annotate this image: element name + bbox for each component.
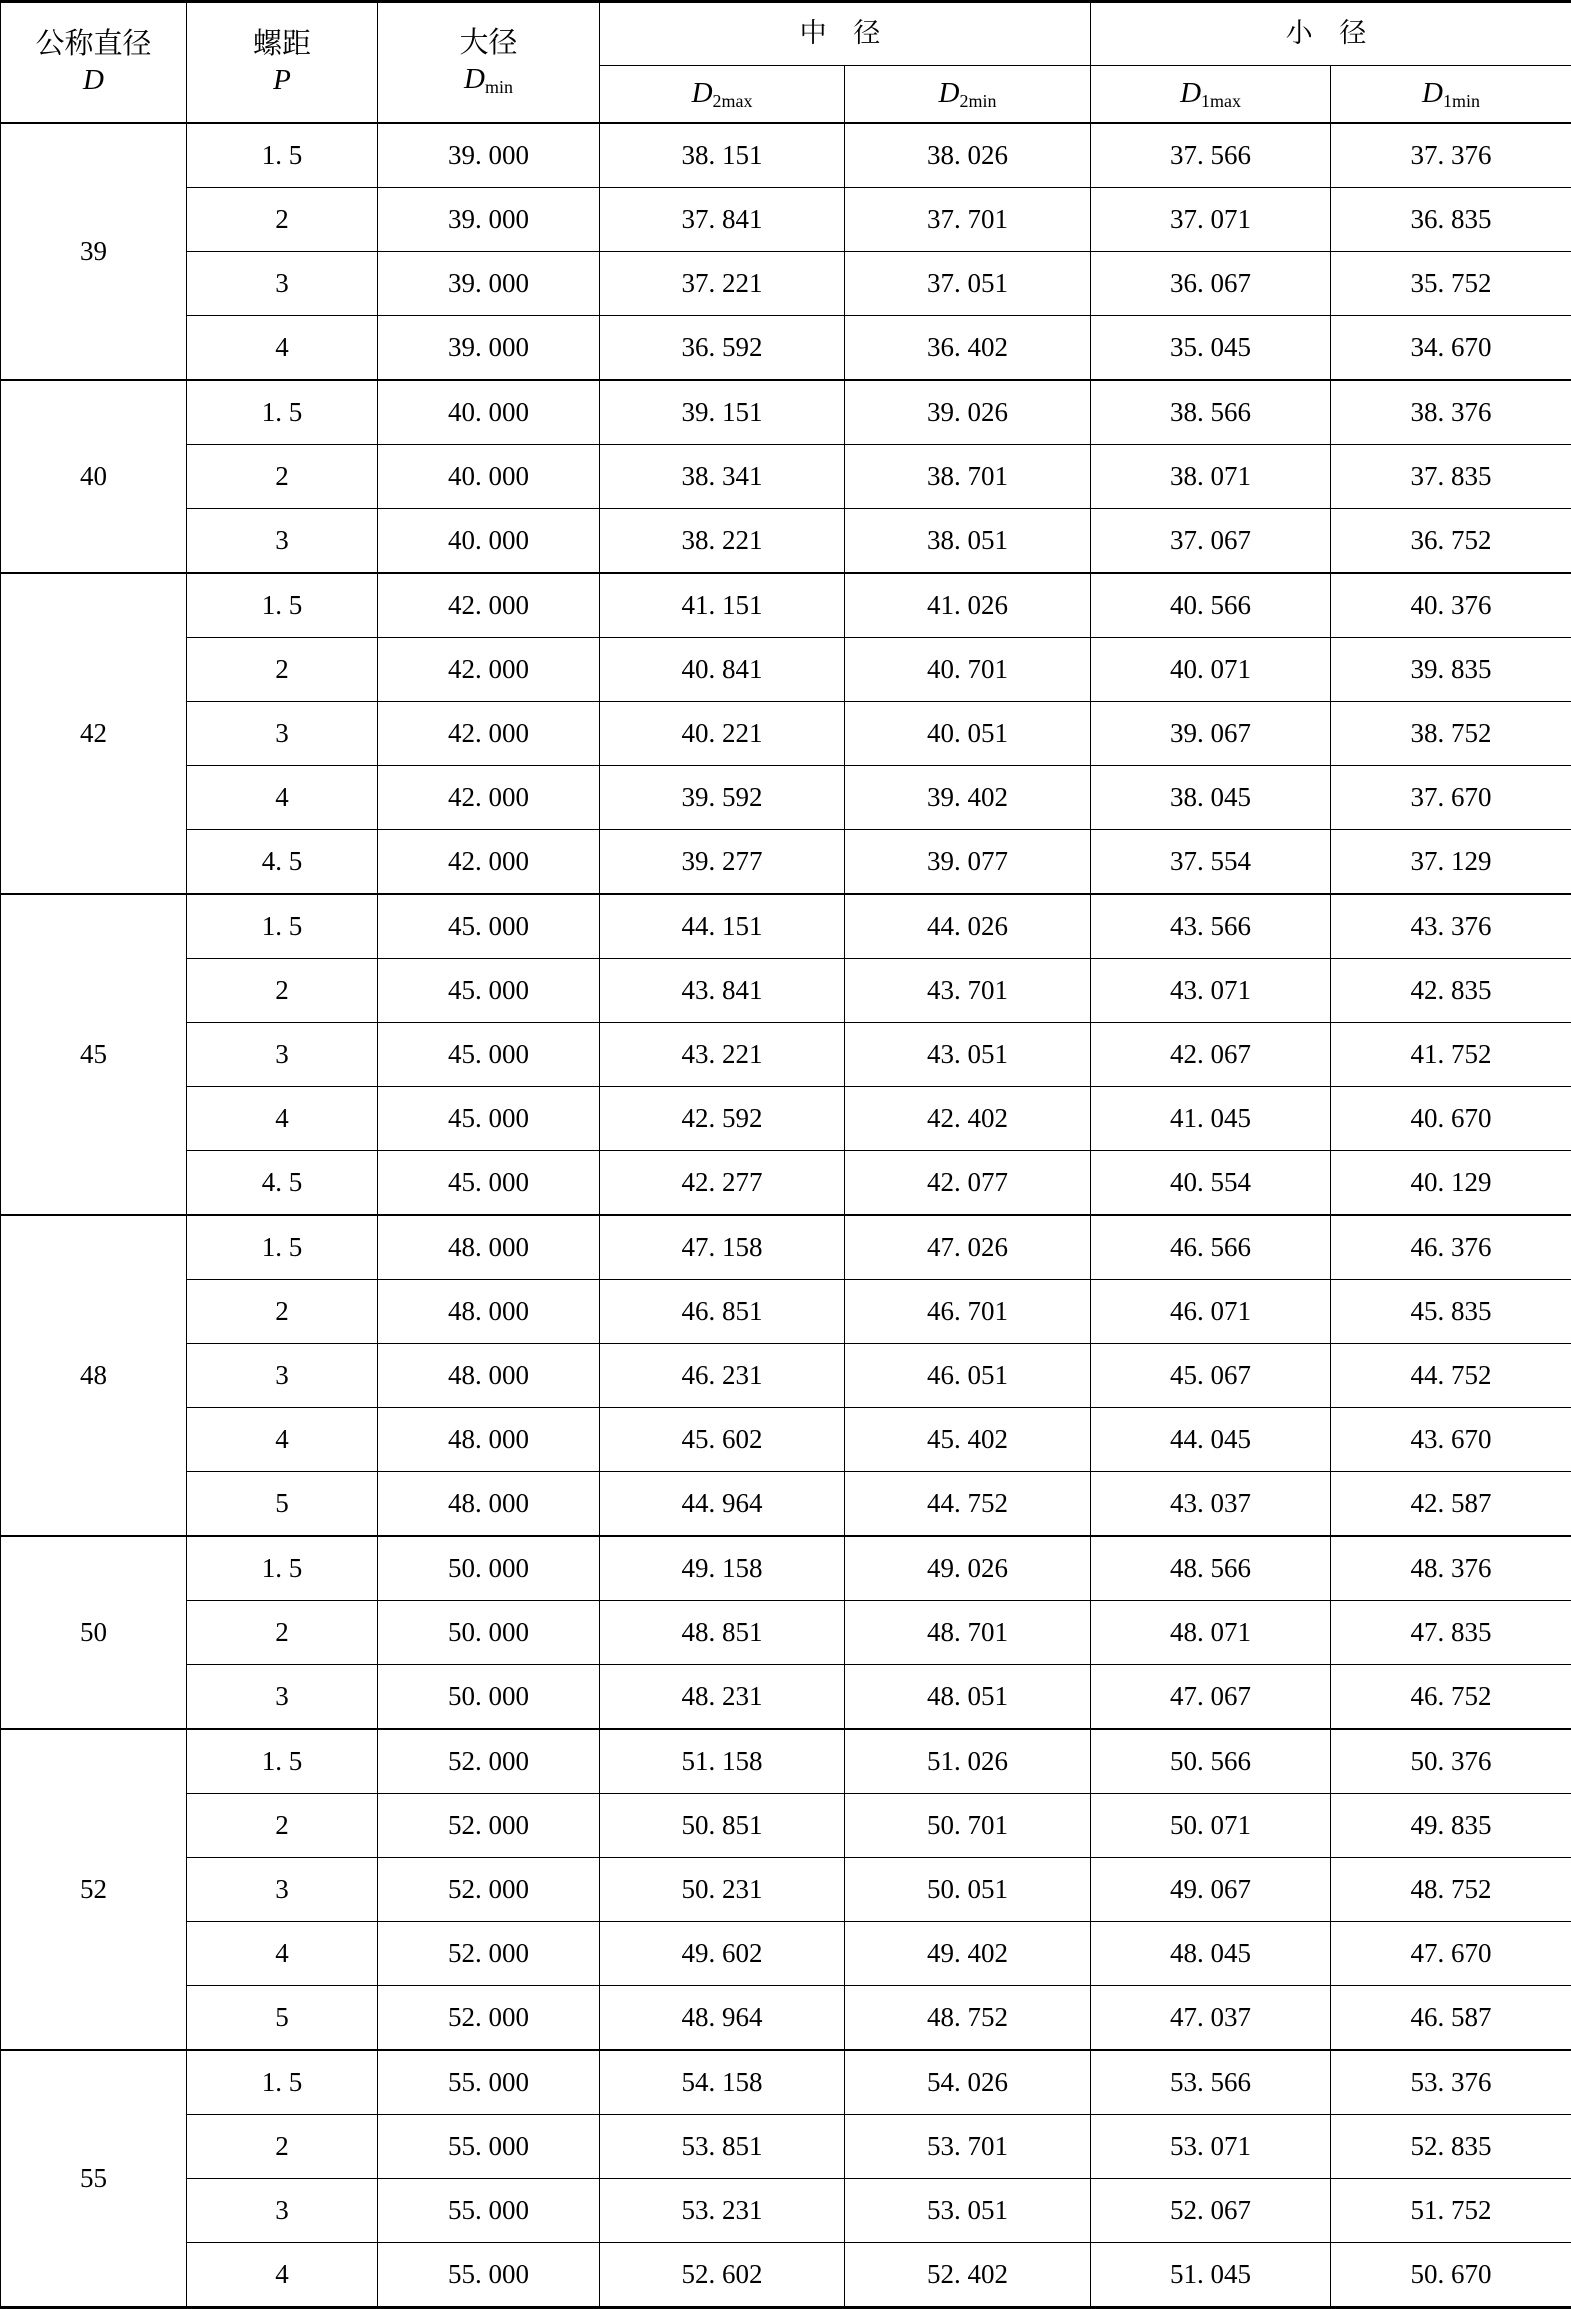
major-diameter-min-cell: 42. 000 bbox=[378, 573, 600, 638]
table-row bbox=[1, 1280, 1571, 1344]
major-diameter-min-cell: 42. 000 bbox=[378, 702, 600, 766]
major-diameter-min-cell: 45. 000 bbox=[378, 894, 600, 959]
pitch-diameter-max-cell: 49. 602 bbox=[600, 1922, 845, 1986]
major-diameter-min-cell: 45. 000 bbox=[378, 1151, 600, 1216]
minor-diameter-max-cell: 38. 045 bbox=[1091, 766, 1331, 830]
nominal-diameter-cell: 45 bbox=[1, 894, 187, 1215]
table-row bbox=[1, 766, 1571, 830]
pitch-diameter-min-cell: 39. 026 bbox=[845, 380, 1091, 445]
table-row bbox=[1, 573, 1571, 638]
pitch-diameter-min-cell: 38. 701 bbox=[845, 445, 1091, 509]
table-row bbox=[1, 1729, 1571, 1794]
minor-diameter-max-cell: 40. 071 bbox=[1091, 638, 1331, 702]
pitch-diameter-min-cell: 48. 752 bbox=[845, 1986, 1091, 2051]
minor-diameter-max-cell: 37. 071 bbox=[1091, 188, 1331, 252]
table-row bbox=[1, 959, 1571, 1023]
pitch-cell: 1. 5 bbox=[187, 1729, 378, 1794]
major-diameter-min-cell: 48. 000 bbox=[378, 1215, 600, 1280]
pitch-diameter-min-cell: 43. 701 bbox=[845, 959, 1091, 1023]
major-diameter-min-cell: 39. 000 bbox=[378, 252, 600, 316]
pitch-cell: 3 bbox=[187, 509, 378, 574]
header-d2max: $D_{2max}$ bbox=[600, 66, 845, 124]
pitch-diameter-min-cell: 51. 026 bbox=[845, 1729, 1091, 1794]
minor-diameter-max-cell: 40. 554 bbox=[1091, 1151, 1331, 1216]
pitch-diameter-max-cell: 38. 151 bbox=[600, 123, 845, 188]
table-row bbox=[1, 1344, 1571, 1408]
pitch-cell: 3 bbox=[187, 252, 378, 316]
minor-diameter-min-cell: 49. 835 bbox=[1331, 1794, 1571, 1858]
pitch-cell: 2 bbox=[187, 445, 378, 509]
pitch-cell: 4. 5 bbox=[187, 1151, 378, 1216]
table-row bbox=[1, 638, 1571, 702]
pitch-diameter-min-cell: 40. 051 bbox=[845, 702, 1091, 766]
minor-diameter-min-cell: 40. 376 bbox=[1331, 573, 1571, 638]
table-row bbox=[1, 316, 1571, 381]
pitch-cell: 2 bbox=[187, 1280, 378, 1344]
nominal-diameter-cell: 52 bbox=[1, 1729, 187, 2050]
pitch-diameter-min-cell: 36. 402 bbox=[845, 316, 1091, 381]
minor-diameter-min-cell: 41. 752 bbox=[1331, 1023, 1571, 1087]
major-diameter-min-cell: 52. 000 bbox=[378, 1858, 600, 1922]
pitch-cell: 4. 5 bbox=[187, 830, 378, 895]
table-row bbox=[1, 1151, 1571, 1216]
nominal-diameter-cell: 39 bbox=[1, 123, 187, 380]
minor-diameter-max-cell: 39. 067 bbox=[1091, 702, 1331, 766]
pitch-diameter-min-cell: 38. 051 bbox=[845, 509, 1091, 574]
pitch-diameter-min-cell: 49. 402 bbox=[845, 1922, 1091, 1986]
nominal-diameter-cell: 40 bbox=[1, 380, 187, 573]
table-row bbox=[1, 509, 1571, 574]
header-d1max: $D_{1max}$ bbox=[1091, 66, 1331, 124]
table-row bbox=[1, 894, 1571, 959]
table-row bbox=[1, 2050, 1571, 2115]
pitch-cell: 3 bbox=[187, 1858, 378, 1922]
pitch-diameter-max-cell: 42. 277 bbox=[600, 1151, 845, 1216]
pitch-diameter-min-cell: 53. 701 bbox=[845, 2115, 1091, 2179]
pitch-diameter-max-cell: 53. 851 bbox=[600, 2115, 845, 2179]
table-row bbox=[1, 1986, 1571, 2051]
table-row bbox=[1, 188, 1571, 252]
pitch-diameter-min-cell: 41. 026 bbox=[845, 573, 1091, 638]
minor-diameter-max-cell: 48. 071 bbox=[1091, 1601, 1331, 1665]
table-row bbox=[1, 2243, 1571, 2308]
minor-diameter-min-cell: 37. 129 bbox=[1331, 830, 1571, 895]
nominal-diameter-cell: 48 bbox=[1, 1215, 187, 1536]
major-diameter-min-cell: 45. 000 bbox=[378, 1087, 600, 1151]
minor-diameter-min-cell: 38. 376 bbox=[1331, 380, 1571, 445]
minor-diameter-min-cell: 50. 670 bbox=[1331, 2243, 1571, 2308]
minor-diameter-min-cell: 50. 376 bbox=[1331, 1729, 1571, 1794]
pitch-cell: 4 bbox=[187, 766, 378, 830]
major-diameter-min-cell: 39. 000 bbox=[378, 188, 600, 252]
major-diameter-min-cell: 55. 000 bbox=[378, 2243, 600, 2308]
pitch-cell: 3 bbox=[187, 702, 378, 766]
major-diameter-min-cell: 48. 000 bbox=[378, 1280, 600, 1344]
pitch-diameter-max-cell: 42. 592 bbox=[600, 1087, 845, 1151]
minor-diameter-min-cell: 38. 752 bbox=[1331, 702, 1571, 766]
pitch-cell: 3 bbox=[187, 1665, 378, 1730]
pitch-cell: 5 bbox=[187, 1986, 378, 2051]
minor-diameter-max-cell: 50. 566 bbox=[1091, 1729, 1331, 1794]
pitch-diameter-max-cell: 45. 602 bbox=[600, 1408, 845, 1472]
header-d2min: $D_{2min}$ bbox=[845, 66, 1091, 124]
pitch-cell: 2 bbox=[187, 2115, 378, 2179]
pitch-diameter-max-cell: 43. 221 bbox=[600, 1023, 845, 1087]
pitch-cell: 3 bbox=[187, 1344, 378, 1408]
minor-diameter-min-cell: 51. 752 bbox=[1331, 2179, 1571, 2243]
pitch-diameter-max-cell: 48. 231 bbox=[600, 1665, 845, 1730]
minor-diameter-min-cell: 48. 376 bbox=[1331, 1536, 1571, 1601]
pitch-diameter-min-cell: 47. 026 bbox=[845, 1215, 1091, 1280]
major-diameter-min-cell: 40. 000 bbox=[378, 509, 600, 574]
header-pitch-symbol: P bbox=[273, 64, 291, 97]
header-nominal-diameter bbox=[1, 2, 187, 124]
minor-diameter-min-cell: 37. 670 bbox=[1331, 766, 1571, 830]
pitch-diameter-max-cell: 54. 158 bbox=[600, 2050, 845, 2115]
pitch-cell: 2 bbox=[187, 188, 378, 252]
minor-diameter-max-cell: 43. 566 bbox=[1091, 894, 1331, 959]
pitch-cell: 3 bbox=[187, 2179, 378, 2243]
pitch-cell: 1. 5 bbox=[187, 2050, 378, 2115]
major-diameter-min-cell: 52. 000 bbox=[378, 1794, 600, 1858]
pitch-diameter-min-cell: 39. 077 bbox=[845, 830, 1091, 895]
pitch-diameter-min-cell: 50. 051 bbox=[845, 1858, 1091, 1922]
pitch-diameter-max-cell: 50. 231 bbox=[600, 1858, 845, 1922]
pitch-diameter-min-cell: 39. 402 bbox=[845, 766, 1091, 830]
table-row bbox=[1, 123, 1571, 188]
header-nominal-diameter-label: 公称直径 bbox=[35, 28, 151, 61]
pitch-cell: 4 bbox=[187, 1408, 378, 1472]
table-row bbox=[1, 1023, 1571, 1087]
major-diameter-min-cell: 42. 000 bbox=[378, 766, 600, 830]
minor-diameter-min-cell: 34. 670 bbox=[1331, 316, 1571, 381]
pitch-cell: 2 bbox=[187, 1794, 378, 1858]
minor-diameter-max-cell: 42. 067 bbox=[1091, 1023, 1331, 1087]
pitch-diameter-max-cell: 53. 231 bbox=[600, 2179, 845, 2243]
major-diameter-min-cell: 40. 000 bbox=[378, 445, 600, 509]
minor-diameter-max-cell: 48. 566 bbox=[1091, 1536, 1331, 1601]
minor-diameter-min-cell: 52. 835 bbox=[1331, 2115, 1571, 2179]
major-diameter-min-cell: 40. 000 bbox=[378, 380, 600, 445]
table-row bbox=[1, 1087, 1571, 1151]
minor-diameter-max-cell: 43. 037 bbox=[1091, 1472, 1331, 1537]
minor-diameter-min-cell: 36. 835 bbox=[1331, 188, 1571, 252]
major-diameter-min-cell: 50. 000 bbox=[378, 1665, 600, 1730]
pitch-diameter-max-cell: 39. 151 bbox=[600, 380, 845, 445]
pitch-diameter-min-cell: 50. 701 bbox=[845, 1794, 1091, 1858]
minor-diameter-min-cell: 40. 129 bbox=[1331, 1151, 1571, 1216]
minor-diameter-min-cell: 39. 835 bbox=[1331, 638, 1571, 702]
table-row bbox=[1, 1601, 1571, 1665]
pitch-cell: 3 bbox=[187, 1023, 378, 1087]
minor-diameter-max-cell: 50. 071 bbox=[1091, 1794, 1331, 1858]
major-diameter-min-cell: 39. 000 bbox=[378, 316, 600, 381]
minor-diameter-min-cell: 35. 752 bbox=[1331, 252, 1571, 316]
pitch-cell: 4 bbox=[187, 1922, 378, 1986]
pitch-diameter-min-cell: 45. 402 bbox=[845, 1408, 1091, 1472]
pitch-diameter-max-cell: 36. 592 bbox=[600, 316, 845, 381]
pitch-cell: 1. 5 bbox=[187, 1215, 378, 1280]
minor-diameter-max-cell: 47. 067 bbox=[1091, 1665, 1331, 1730]
major-diameter-min-cell: 48. 000 bbox=[378, 1408, 600, 1472]
table-row bbox=[1, 445, 1571, 509]
pitch-diameter-max-cell: 46. 851 bbox=[600, 1280, 845, 1344]
pitch-diameter-max-cell: 44. 964 bbox=[600, 1472, 845, 1537]
pitch-diameter-max-cell: 48. 851 bbox=[600, 1601, 845, 1665]
table-row bbox=[1, 702, 1571, 766]
minor-diameter-max-cell: 45. 067 bbox=[1091, 1344, 1331, 1408]
major-diameter-min-cell: 52. 000 bbox=[378, 1986, 600, 2051]
nominal-diameter-cell: 55 bbox=[1, 2050, 187, 2308]
pitch-cell: 4 bbox=[187, 2243, 378, 2308]
pitch-diameter-min-cell: 46. 051 bbox=[845, 1344, 1091, 1408]
minor-diameter-max-cell: 48. 045 bbox=[1091, 1922, 1331, 1986]
minor-diameter-max-cell: 37. 554 bbox=[1091, 830, 1331, 895]
pitch-diameter-max-cell: 49. 158 bbox=[600, 1536, 845, 1601]
minor-diameter-max-cell: 46. 071 bbox=[1091, 1280, 1331, 1344]
pitch-diameter-max-cell: 38. 341 bbox=[600, 445, 845, 509]
pitch-cell: 1. 5 bbox=[187, 894, 378, 959]
pitch-diameter-max-cell: 40. 221 bbox=[600, 702, 845, 766]
minor-diameter-max-cell: 37. 067 bbox=[1091, 509, 1331, 574]
pitch-diameter-max-cell: 46. 231 bbox=[600, 1344, 845, 1408]
minor-diameter-max-cell: 36. 067 bbox=[1091, 252, 1331, 316]
minor-diameter-min-cell: 36. 752 bbox=[1331, 509, 1571, 574]
table-row bbox=[1, 1858, 1571, 1922]
major-diameter-min-cell: 55. 000 bbox=[378, 2050, 600, 2115]
minor-diameter-min-cell: 48. 752 bbox=[1331, 1858, 1571, 1922]
minor-diameter-max-cell: 38. 566 bbox=[1091, 380, 1331, 445]
pitch-diameter-max-cell: 40. 841 bbox=[600, 638, 845, 702]
pitch-diameter-max-cell: 41. 151 bbox=[600, 573, 845, 638]
nominal-diameter-cell: 42 bbox=[1, 573, 187, 894]
major-diameter-min-cell: 45. 000 bbox=[378, 1023, 600, 1087]
pitch-diameter-min-cell: 54. 026 bbox=[845, 2050, 1091, 2115]
pitch-diameter-min-cell: 48. 051 bbox=[845, 1665, 1091, 1730]
header-pitch-diameter: 中 径 bbox=[600, 2, 1091, 66]
major-diameter-min-cell: 50. 000 bbox=[378, 1601, 600, 1665]
major-diameter-min-cell: 55. 000 bbox=[378, 2179, 600, 2243]
minor-diameter-max-cell: 37. 566 bbox=[1091, 123, 1331, 188]
pitch-diameter-min-cell: 37. 701 bbox=[845, 188, 1091, 252]
pitch-diameter-min-cell: 49. 026 bbox=[845, 1536, 1091, 1601]
minor-diameter-max-cell: 49. 067 bbox=[1091, 1858, 1331, 1922]
major-diameter-min-cell: 45. 000 bbox=[378, 959, 600, 1023]
pitch-diameter-max-cell: 39. 277 bbox=[600, 830, 845, 895]
pitch-diameter-max-cell: 50. 851 bbox=[600, 1794, 845, 1858]
table-row bbox=[1, 1794, 1571, 1858]
major-diameter-min-cell: 55. 000 bbox=[378, 2115, 600, 2179]
major-diameter-min-cell: 42. 000 bbox=[378, 638, 600, 702]
minor-diameter-min-cell: 46. 376 bbox=[1331, 1215, 1571, 1280]
pitch-diameter-min-cell: 53. 051 bbox=[845, 2179, 1091, 2243]
major-diameter-min-cell: 52. 000 bbox=[378, 1922, 600, 1986]
pitch-diameter-min-cell: 48. 701 bbox=[845, 1601, 1091, 1665]
pitch-diameter-min-cell: 44. 752 bbox=[845, 1472, 1091, 1537]
pitch-diameter-max-cell: 47. 158 bbox=[600, 1215, 845, 1280]
table-row bbox=[1, 380, 1571, 445]
pitch-diameter-min-cell: 52. 402 bbox=[845, 2243, 1091, 2308]
pitch-diameter-min-cell: 37. 051 bbox=[845, 252, 1091, 316]
minor-diameter-min-cell: 53. 376 bbox=[1331, 2050, 1571, 2115]
pitch-diameter-max-cell: 51. 158 bbox=[600, 1729, 845, 1794]
major-diameter-min-cell: 50. 000 bbox=[378, 1536, 600, 1601]
table-header bbox=[1, 2, 1571, 124]
pitch-diameter-min-cell: 44. 026 bbox=[845, 894, 1091, 959]
minor-diameter-max-cell: 44. 045 bbox=[1091, 1408, 1331, 1472]
header-nominal-diameter-symbol: D bbox=[83, 64, 104, 97]
major-diameter-min-cell: 52. 000 bbox=[378, 1729, 600, 1794]
pitch-cell: 4 bbox=[187, 316, 378, 381]
pitch-cell: 2 bbox=[187, 959, 378, 1023]
pitch-cell: 4 bbox=[187, 1087, 378, 1151]
table-row bbox=[1, 1665, 1571, 1730]
pitch-diameter-max-cell: 44. 151 bbox=[600, 894, 845, 959]
minor-diameter-min-cell: 37. 376 bbox=[1331, 123, 1571, 188]
minor-diameter-min-cell: 46. 752 bbox=[1331, 1665, 1571, 1730]
pitch-cell: 2 bbox=[187, 638, 378, 702]
header-major-diameter-label: 大径 bbox=[459, 27, 517, 60]
major-diameter-min-cell: 42. 000 bbox=[378, 830, 600, 895]
pitch-cell: 1. 5 bbox=[187, 573, 378, 638]
table-row bbox=[1, 1215, 1571, 1280]
pitch-diameter-min-cell: 43. 051 bbox=[845, 1023, 1091, 1087]
minor-diameter-max-cell: 47. 037 bbox=[1091, 1986, 1331, 2051]
pitch-cell: 1. 5 bbox=[187, 380, 378, 445]
pitch-diameter-min-cell: 38. 026 bbox=[845, 123, 1091, 188]
minor-diameter-max-cell: 38. 071 bbox=[1091, 445, 1331, 509]
minor-diameter-max-cell: 53. 071 bbox=[1091, 2115, 1331, 2179]
header-pitch bbox=[187, 2, 378, 124]
pitch-diameter-max-cell: 39. 592 bbox=[600, 766, 845, 830]
minor-diameter-max-cell: 53. 566 bbox=[1091, 2050, 1331, 2115]
header-major-diameter bbox=[378, 2, 600, 124]
minor-diameter-max-cell: 35. 045 bbox=[1091, 316, 1331, 381]
table-row bbox=[1, 1472, 1571, 1537]
header-d1min: $D_{1min}$ bbox=[1331, 66, 1571, 124]
minor-diameter-min-cell: 42. 835 bbox=[1331, 959, 1571, 1023]
major-diameter-min-cell: 48. 000 bbox=[378, 1472, 600, 1537]
minor-diameter-max-cell: 46. 566 bbox=[1091, 1215, 1331, 1280]
minor-diameter-min-cell: 47. 835 bbox=[1331, 1601, 1571, 1665]
minor-diameter-min-cell: 40. 670 bbox=[1331, 1087, 1571, 1151]
minor-diameter-min-cell: 42. 587 bbox=[1331, 1472, 1571, 1537]
pitch-diameter-max-cell: 52. 602 bbox=[600, 2243, 845, 2308]
minor-diameter-min-cell: 43. 376 bbox=[1331, 894, 1571, 959]
header-major-diameter-symbol: $D_{min}$ bbox=[464, 63, 513, 98]
header-row-primary bbox=[1, 2, 1571, 66]
minor-diameter-max-cell: 40. 566 bbox=[1091, 573, 1331, 638]
major-diameter-min-cell: 39. 000 bbox=[378, 123, 600, 188]
table-row bbox=[1, 1408, 1571, 1472]
pitch-cell: 2 bbox=[187, 1601, 378, 1665]
minor-diameter-min-cell: 45. 835 bbox=[1331, 1280, 1571, 1344]
table-row bbox=[1, 1536, 1571, 1601]
pitch-diameter-min-cell: 42. 402 bbox=[845, 1087, 1091, 1151]
pitch-cell: 5 bbox=[187, 1472, 378, 1537]
nominal-diameter-cell: 50 bbox=[1, 1536, 187, 1729]
pitch-diameter-min-cell: 42. 077 bbox=[845, 1151, 1091, 1216]
pitch-diameter-max-cell: 38. 221 bbox=[600, 509, 845, 574]
pitch-cell: 1. 5 bbox=[187, 1536, 378, 1601]
minor-diameter-min-cell: 43. 670 bbox=[1331, 1408, 1571, 1472]
header-minor-diameter: 小 径 bbox=[1091, 2, 1571, 66]
pitch-diameter-min-cell: 40. 701 bbox=[845, 638, 1091, 702]
table-row bbox=[1, 252, 1571, 316]
minor-diameter-min-cell: 37. 835 bbox=[1331, 445, 1571, 509]
table-body bbox=[1, 123, 1571, 2308]
minor-diameter-min-cell: 47. 670 bbox=[1331, 1922, 1571, 1986]
header-pitch-label: 螺距 bbox=[253, 28, 311, 61]
major-diameter-min-cell: 48. 000 bbox=[378, 1344, 600, 1408]
pitch-diameter-max-cell: 43. 841 bbox=[600, 959, 845, 1023]
pitch-cell: 1. 5 bbox=[187, 123, 378, 188]
pitch-diameter-max-cell: 37. 841 bbox=[600, 188, 845, 252]
minor-diameter-max-cell: 52. 067 bbox=[1091, 2179, 1331, 2243]
table-row bbox=[1, 2179, 1571, 2243]
pitch-diameter-min-cell: 46. 701 bbox=[845, 1280, 1091, 1344]
minor-diameter-max-cell: 41. 045 bbox=[1091, 1087, 1331, 1151]
pitch-diameter-max-cell: 37. 221 bbox=[600, 252, 845, 316]
minor-diameter-max-cell: 43. 071 bbox=[1091, 959, 1331, 1023]
minor-diameter-min-cell: 46. 587 bbox=[1331, 1986, 1571, 2051]
pitch-diameter-max-cell: 48. 964 bbox=[600, 1986, 845, 2051]
table-row bbox=[1, 830, 1571, 895]
minor-diameter-min-cell: 44. 752 bbox=[1331, 1344, 1571, 1408]
minor-diameter-max-cell: 51. 045 bbox=[1091, 2243, 1331, 2308]
table-row bbox=[1, 2115, 1571, 2179]
table-row bbox=[1, 1922, 1571, 1986]
